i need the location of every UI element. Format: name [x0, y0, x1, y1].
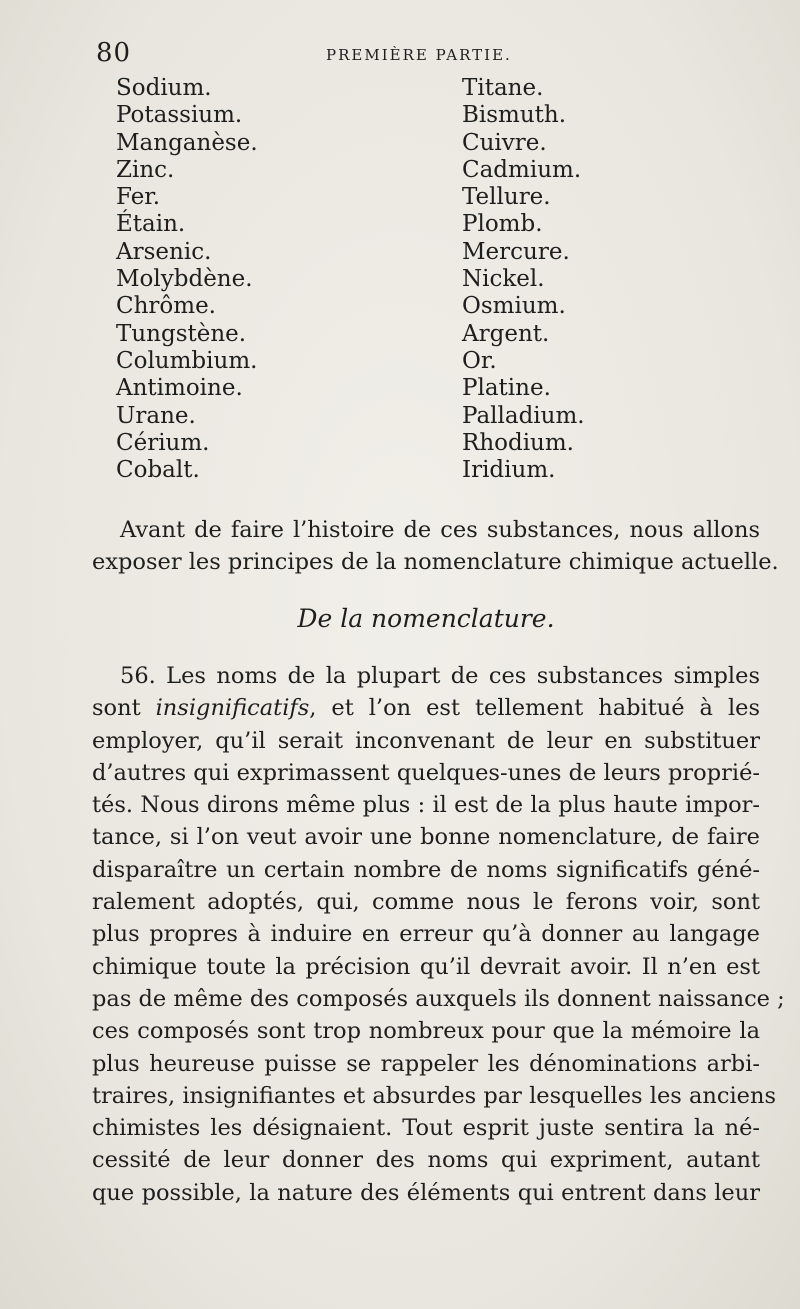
intro-paragraph — [92, 514, 779, 578]
element-column-right — [462, 75, 585, 484]
paragraph-line: sont insignificatifs, et l’on est tellement habitué à les — [92, 695, 760, 722]
paragraph-line: plus heureuse puisse se rappeler les dénominations arbi- — [92, 1050, 760, 1077]
element-name: Urane. — [116, 402, 196, 429]
paragraph-line: plus propres à induire en erreur qu’à donner au langage — [92, 921, 760, 948]
element-column-left — [116, 75, 258, 484]
paragraph-line: disparaître un certain nombre de noms significatifs géné- — [92, 856, 760, 883]
element-name: Manganèse. — [116, 129, 258, 156]
page-header — [96, 38, 760, 68]
element-name: Bismuth. — [462, 102, 567, 129]
element-name: Columbium. — [116, 347, 258, 374]
element-name: Arsenic. — [116, 238, 212, 265]
element-name: Cobalt. — [116, 457, 200, 484]
paragraph-line: cessité de leur donner des noms qui expriment, autant — [92, 1147, 760, 1174]
element-name: Cuivre. — [462, 129, 547, 156]
element-name: Tungstène. — [116, 320, 247, 347]
paragraph-line: ralement adoptés, qui, comme nous le ferons voir, sont — [92, 889, 760, 916]
paragraph-line: tance, si l’on veut avoir une bonne nomenclature, de faire — [92, 824, 760, 851]
element-name: Chrôme. — [116, 293, 216, 320]
running-head: PREMIÈRE PARTIE. — [326, 46, 512, 64]
section-title: De la nomenclature. — [297, 604, 555, 633]
emphasized-word: insignificatifs — [155, 695, 310, 722]
element-name: Or. — [462, 347, 497, 374]
element-name: Platine. — [462, 375, 551, 402]
page-number: 80 — [96, 38, 132, 68]
element-name: Potassium. — [116, 102, 243, 129]
element-name: Antimoine. — [116, 375, 243, 402]
intro-line: exposer les principes de la nomenclature chimique actuelle. — [92, 549, 779, 575]
element-name: Osmium. — [462, 293, 566, 320]
element-name: Étain. — [116, 211, 186, 238]
paragraph-line: chimistes les désignaient. Tout esprit juste sentira la né- — [92, 1115, 760, 1142]
body-paragraph — [92, 660, 785, 1209]
element-name: Argent. — [462, 320, 550, 347]
element-name: Nickel. — [462, 266, 545, 293]
element-name: Cérium. — [116, 429, 210, 456]
paragraph-line: tés. Nous dirons même plus : il est de la plus haute impor- — [92, 792, 760, 819]
element-name: Mercure. — [462, 238, 570, 265]
element-name: Palladium. — [462, 402, 585, 429]
paragraph-line: chimique toute la précision qu’il devrait avoir. Il n’en est — [92, 953, 760, 980]
paragraph-line: ces composés sont trop nombreux pour que la mémoire la — [92, 1018, 760, 1045]
paragraph-line: 56. Les noms de la plupart de ces substances simples — [120, 663, 760, 689]
element-name: Titane. — [462, 75, 544, 101]
element-name: Iridium. — [462, 457, 556, 484]
element-name: Tellure. — [462, 184, 551, 211]
paragraph-line: traires, insignifiantes et absurdes par lesquelles les anciens — [92, 1082, 777, 1109]
intro-line: Avant de faire l’histoire de ces substances, nous allons — [120, 517, 760, 543]
element-name: Rhodium. — [462, 429, 574, 456]
paragraph-line: pas de même des composés auxquels ils donnent naissance ; — [92, 985, 785, 1012]
paragraph-line: que possible, la nature des éléments qui entrent dans leur — [92, 1179, 760, 1206]
element-name: Cadmium. — [462, 156, 582, 183]
element-name: Sodium. — [116, 75, 212, 101]
paragraph-line: d’autres qui exprimassent quelques-unes de leurs proprié- — [92, 759, 760, 786]
paragraph-line: employer, qu’il serait inconvenant de leur en substituer — [92, 727, 760, 754]
element-name: Plomb. — [462, 211, 543, 238]
element-name: Molybdène. — [116, 266, 253, 293]
element-name: Fer. — [116, 184, 161, 211]
element-name: Zinc. — [116, 156, 175, 183]
